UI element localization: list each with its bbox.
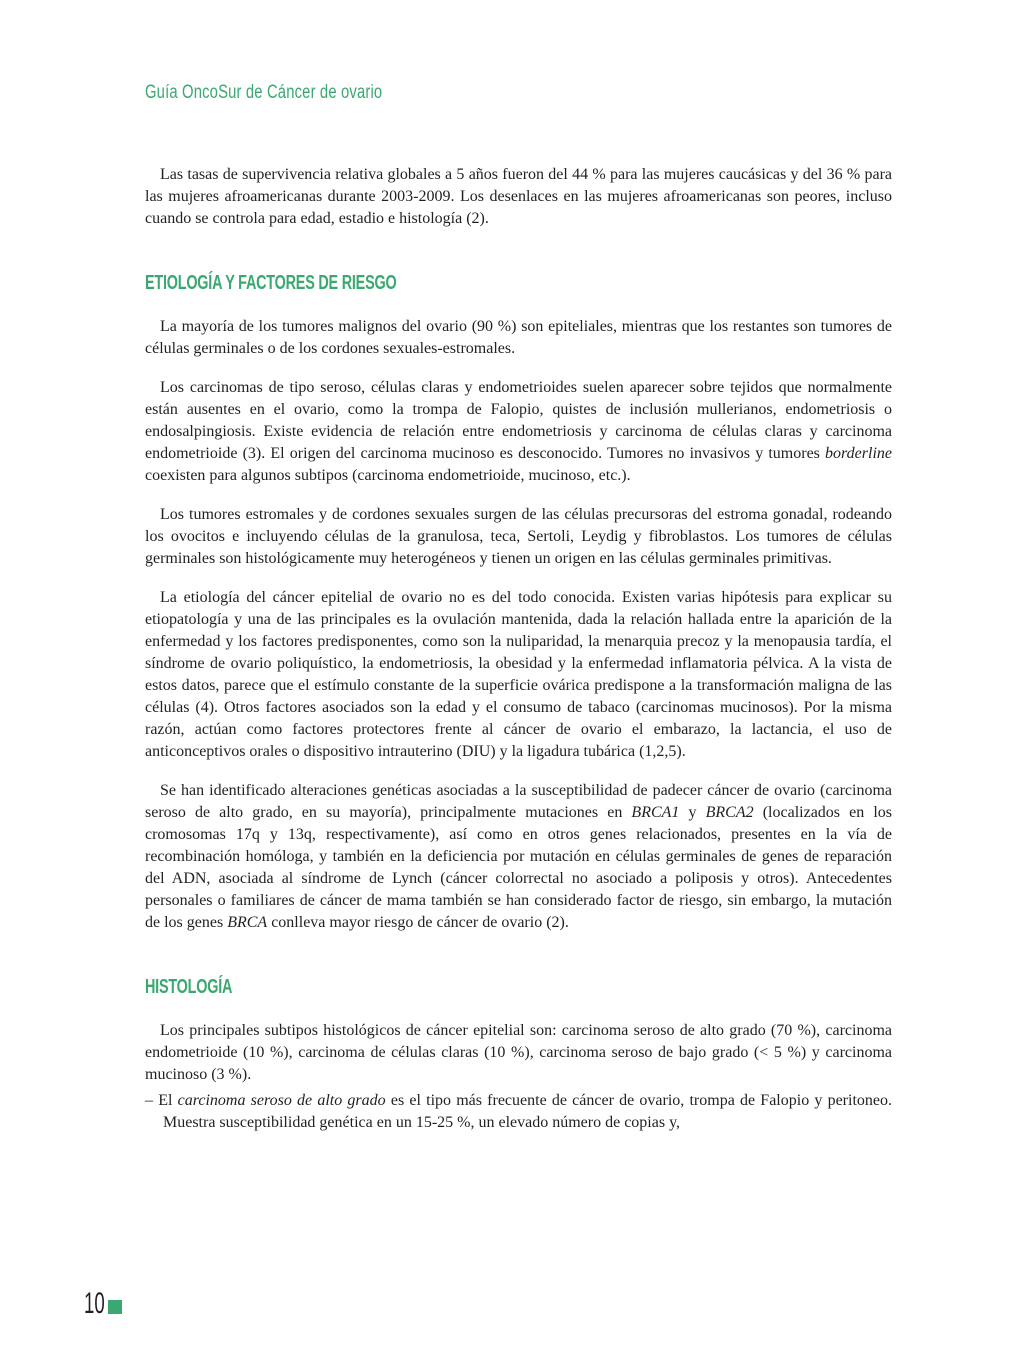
text-run: conlleva mayor riesgo de cáncer de ovario (2). (267, 914, 569, 931)
text-run: Se han identificado alteraciones genéticas asociadas a la susceptibilidad de padecer cáncer de ovario (carcinoma seroso de alto grado, en su mayoría), principalmente mutaciones en (145, 782, 892, 821)
etiologia-paragraph-3: Los tumores estromales y de cordones sexuales surgen de las células precursoras del estroma gonadal, rodeando los ovocitos e incluyendo células de la granulosa, teca, Sertoli, Leydig y fibroblastos. Los tumores de células germinales son histológicamente muy heterogéneos y tienen un origen en las células germinales primitivas. (145, 506, 892, 567)
etiologia-paragraph-2 (145, 377, 892, 487)
list-item (145, 1090, 892, 1134)
etiologia-paragraph-1: La mayoría de los tumores malignos del ovario (90 %) son epiteliales, mientras que los restantes son tumores de células germinales o de los cordones sexuales-estromales. (145, 318, 892, 357)
text-run: Los carcinomas de tipo seroso, células claras y endometrioides suelen aparecer sobre tejidos que normalmente están ausentes en el ovario, como la trompa de Falopio, quistes de inclusión mullerianos, endometriosis o endosalpingiosis. Existe evidencia de relación entre endometriosis y carcinoma de células claras y carcinoma endometrioide (3). El origen del carcinoma mucinoso es desconocido. Tumores no invasivos y tumores (145, 379, 892, 462)
etiologia-paragraph-5 (145, 780, 892, 934)
gene-name: BRCA1 (631, 804, 680, 821)
section-heading-etiologia: ETIOLOGÍA Y FACTORES DE RIESGO (145, 272, 397, 294)
main-content (145, 164, 892, 1134)
text-run: y (679, 804, 706, 821)
section-heading-histologia: HISTOLOGÍA (145, 976, 233, 998)
italic-term: carcinoma seroso de alto grado (177, 1092, 386, 1109)
text-run: – El (145, 1092, 178, 1109)
text-run: coexisten para algunos subtipos (carcinoma endometrioide, mucinoso, etc.). (145, 467, 631, 484)
text-run: es el tipo más frecuente de cáncer de ovario, trompa de Falopio y peritoneo. Muestra susceptibilidad genética en un 15-25 %, un elevado número de copias y, (163, 1092, 893, 1131)
gene-name: BRCA2 (705, 804, 754, 821)
page-number: 10 (84, 1287, 105, 1320)
page-marker-square (108, 1300, 122, 1314)
running-header: Guía OncoSur de Cáncer de ovario (145, 82, 383, 103)
etiologia-paragraph-4: La etiología del cáncer epitelial de ovario no es del todo conocida. Existen varias hipótesis para explicar su etiopatología y una de las principales es la ovulación mantenida, dada la relación hallada entre la aparición de la enfermedad y los factores predisponentes, como son la nuliparidad, la menarquia precoz y la menopausia tardía, el síndrome de ovario poliquístico, la endometriosis, la obesidad y la enfermedad inflamatoria pélvica. A la vista de estos datos, parece que el estímulo constante de la superficie ovárica predispone a la transformación maligna de las células (4). Otros factores asociados son la edad y el consumo de tabaco (carcinomas mucinosos). Por la misma razón, actúan como factores protectores frente al cáncer de ovario el embarazo, la lactancia, el uso de anticonceptivos orales o dispositivo intrauterino (DIU) y la ligadura tubárica (1,2,5). (145, 589, 892, 760)
text-run: (localizados en los cromosomas 17q y 13q, respectivamente), así como en otros genes relacionados, presentes en la vía de recombinación homóloga, y también en la deficiencia por mutación en células germinales de genes de reparación del ADN, asociada al síndrome de Lynch (cáncer colorrectal no asociado a poliposis y otros). Antecedentes personales o familiares de cáncer de mama también se han considerado factor de riesgo, sin embargo, la mutación de los genes (145, 804, 892, 931)
gene-name: BRCA (227, 914, 268, 931)
histologia-paragraph-1: Los principales subtipos histológicos de cáncer epitelial son: carcinoma seroso de alto grado (70 %), carcinoma endometrioide (10 %), carcinoma de células claras (10 %), carcinoma seroso de bajo grado (< 5 %) y carcinoma mucinoso (3 %). (145, 1022, 892, 1083)
italic-term: borderline (825, 445, 892, 462)
intro-paragraph: Las tasas de supervivencia relativa globales a 5 años fueron del 44 % para las mujeres caucásicas y del 36 % para las mujeres afroamericanas durante 2003-2009. Los desenlaces en las mujeres afroamericanas son peores, incluso cuando se controla para edad, estadio e histología (2). (145, 166, 892, 227)
